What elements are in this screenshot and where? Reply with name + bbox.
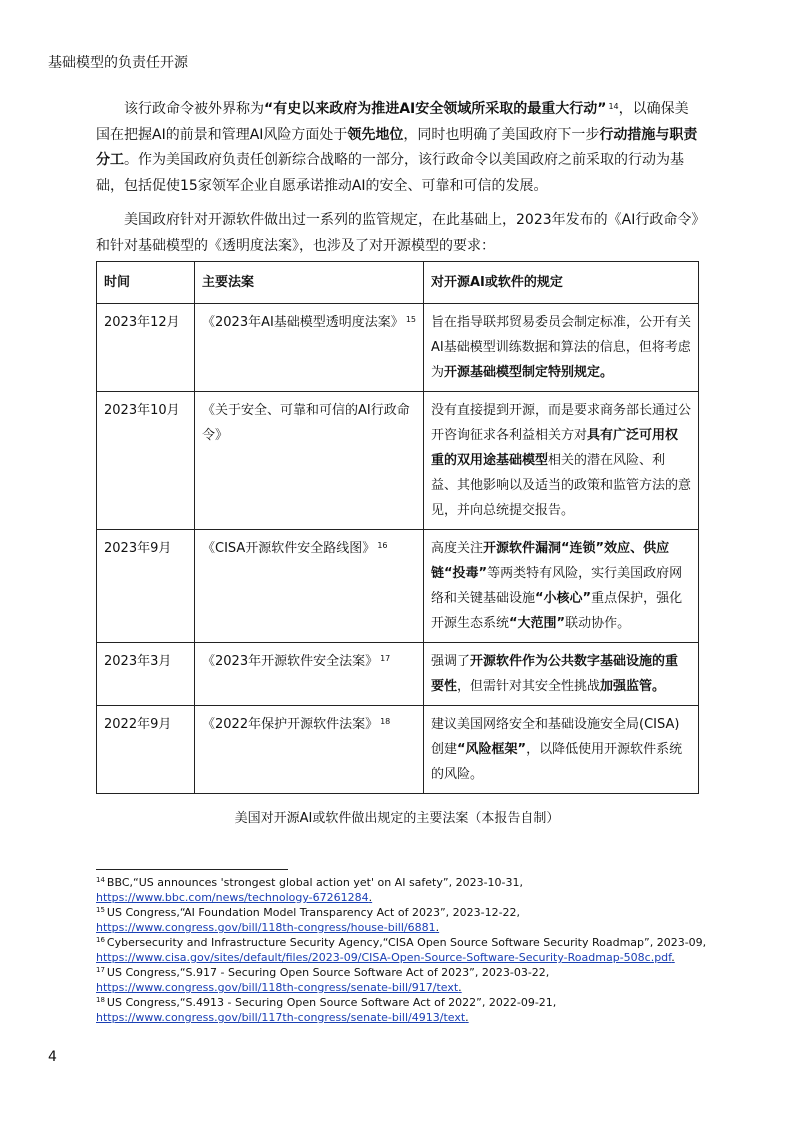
- cell-law: [195, 392, 424, 530]
- footnote-text: Cybersecurity and Infrastructure Security Agency,“CISA Open Source Software Security Roadmap”, 2023-09,: [106, 936, 707, 949]
- desc-text: 旨在指导联邦贸易委员会制定标准，公开有关AI基础模型训练数据和算法的信息，但将考虑为: [431, 315, 692, 380]
- footnote-ref[interactable]: 15: [405, 315, 416, 324]
- footnote-14: [96, 875, 736, 905]
- desc-text: 没有直接提到开源，而是要求商务部长通过公开咨询征求各利益相关方对: [431, 403, 692, 443]
- cell-description: [424, 706, 699, 794]
- footnote-number: 15: [96, 906, 105, 914]
- body-paragraph-regulation: 美国政府针对开源软件做出过一系列的监管规定，在此基础上，2023年发布的《AI行政命令》和针对基础模型的《透明度法案》，也涉及了对开源模型的要求：: [96, 212, 699, 254]
- footnote-number: 18: [96, 996, 105, 1004]
- para1-bold-leading: 领先地位: [347, 126, 404, 143]
- footnote-divider: [96, 869, 288, 870]
- column-header-rules: 对开源AI或软件的规定: [424, 262, 699, 304]
- law-name: 《2023年AI基础模型透明度法案》: [202, 315, 404, 330]
- desc-text: 相关的潜在风险、利益、其他影响以及适当的政策和监管方法的意见，并向总统提交报告。: [431, 453, 692, 518]
- footnote-link[interactable]: https://www.congress.gov/bill/118th-congress/house-bill/6881.: [96, 921, 440, 934]
- table-row: [97, 643, 699, 706]
- desc-text: 重点保护，强化开源生态系统: [431, 591, 683, 631]
- footnote-ref[interactable]: 18: [380, 717, 391, 726]
- desc-bold: “大范围”: [509, 616, 566, 631]
- desc-text: ，但需针对其安全性挑战: [457, 679, 601, 694]
- footnote-link[interactable]: https://www.cisa.gov/sites/default/files/2023-09/CISA-Open-Source-Software-Security-Roadmap-508c.pdf.: [96, 951, 675, 964]
- body-paragraph-intro: [96, 97, 700, 199]
- table-header-row: [97, 262, 699, 304]
- desc-bold: 具有广泛可用权重的双用途基础模型: [431, 428, 679, 468]
- cell-law: [195, 706, 424, 794]
- footnote-text: BBC,“US announces 'strongest global action yet' on AI safety”, 2023-10-31,: [106, 876, 523, 889]
- law-name: 《CISA开源软件安全路线图》: [202, 541, 376, 556]
- table-row: [97, 392, 699, 530]
- cell-description: [424, 304, 699, 392]
- law-name: 《关于安全、可靠和可信的AI行政命令》: [202, 403, 410, 443]
- desc-text: 建议美国网络安全和基础设施安全局(CISA)创建: [431, 717, 680, 757]
- footnote-text: US Congress,“AI Foundation Model Transparency Act of 2023”, 2023-12-22,: [106, 906, 521, 919]
- footnote-number: 16: [96, 936, 105, 944]
- desc-bold: 加强监管。: [600, 679, 666, 694]
- footnote-18: [96, 995, 736, 1025]
- table-row: [97, 706, 699, 794]
- running-header: 基础模型的负责任开源: [48, 55, 188, 71]
- footnote-17: [96, 965, 736, 995]
- table-row: [97, 530, 699, 643]
- column-header-date: 时间: [97, 262, 195, 304]
- para1-text-4: 。作为美国政府负责任创新综合战略的一部分，该行政命令以美国政府之前采取的行动为基础，包括促使15家领军企业自愿承诺推动AI的安全、可靠和可信的发展。: [96, 152, 684, 194]
- para1-text-2: ，以确保美国在把握AI的前景和管理AI风险方面处于: [96, 101, 689, 143]
- footnote-number: 17: [96, 966, 105, 974]
- para1-text-1: 该行政命令被外界称为: [124, 101, 264, 117]
- footnote-link[interactable]: https://www.congress.gov/bill/117th-congress/senate-bill/4913/text.: [96, 1011, 469, 1024]
- desc-bold: 开源基础模型制定特别规定。: [444, 365, 614, 380]
- footnote-number: 14: [96, 876, 105, 884]
- para1-text-3: ，同时也明确了美国政府下一步: [403, 126, 600, 143]
- table-caption: 美国对开源AI或软件做出规定的主要法案（本报告自制）: [234, 811, 560, 826]
- footnote-ref[interactable]: 16: [377, 541, 388, 550]
- footnote-16: [96, 935, 736, 965]
- desc-bold: “风险框架”: [457, 742, 527, 757]
- para1-quote: “有史以来政府为推进AI安全领域所采取的最重大行动”: [264, 101, 607, 117]
- cell-date: 2022年9月: [97, 706, 195, 794]
- desc-text: 联动协作。: [565, 616, 631, 631]
- law-name: 《2023年开源软件安全法案》: [202, 654, 379, 669]
- law-name: 《2022年保护开源软件法案》: [202, 717, 379, 732]
- cell-date: 2023年3月: [97, 643, 195, 706]
- desc-text: 强调了: [431, 654, 471, 669]
- footnote-link[interactable]: https://www.bbc.com/news/technology-67261284.: [96, 891, 373, 904]
- footnote-link[interactable]: https://www.congress.gov/bill/118th-congress/senate-bill/917/text.: [96, 981, 462, 994]
- footnote-text: US Congress,“S.917 - Securing Open Source Software Act of 2023”, 2023-03-22,: [106, 966, 550, 979]
- footnote-text: US Congress,“S.4913 - Securing Open Source Software Act of 2022”, 2022-09-21,: [106, 996, 557, 1009]
- page-number: 4: [48, 1049, 57, 1065]
- table-row: [97, 304, 699, 392]
- cell-date: 2023年9月: [97, 530, 195, 643]
- desc-text: 等两类特有风险，实行美国政府网络和关键基础设施: [431, 566, 683, 606]
- law-table: [96, 261, 699, 794]
- cell-date: 2023年10月: [97, 392, 195, 530]
- desc-text: 高度关注: [431, 541, 484, 556]
- para1-bold-actions: 行动措施与职责分工: [96, 126, 698, 168]
- footnote-ref[interactable]: 17: [380, 654, 391, 663]
- desc-bold: 开源软件漏洞“连锁”效应、供应链“投毒”: [431, 541, 670, 581]
- footnote-ref-14[interactable]: 14: [608, 102, 619, 111]
- cell-date: 2023年12月: [97, 304, 195, 392]
- column-header-law: 主要法案: [195, 262, 424, 304]
- cell-law: [195, 530, 424, 643]
- footnote-15: [96, 905, 736, 935]
- footnotes: [96, 875, 736, 1025]
- cell-law: [195, 643, 424, 706]
- desc-text: ，以降低使用开源软件系统的风险。: [431, 742, 683, 782]
- desc-bold: 开源软件作为公共数字基础设施的重要性: [431, 654, 679, 694]
- cell-description: [424, 643, 699, 706]
- cell-description: [424, 392, 699, 530]
- desc-bold: “小核心”: [535, 591, 592, 606]
- cell-description: [424, 530, 699, 643]
- cell-law: [195, 304, 424, 392]
